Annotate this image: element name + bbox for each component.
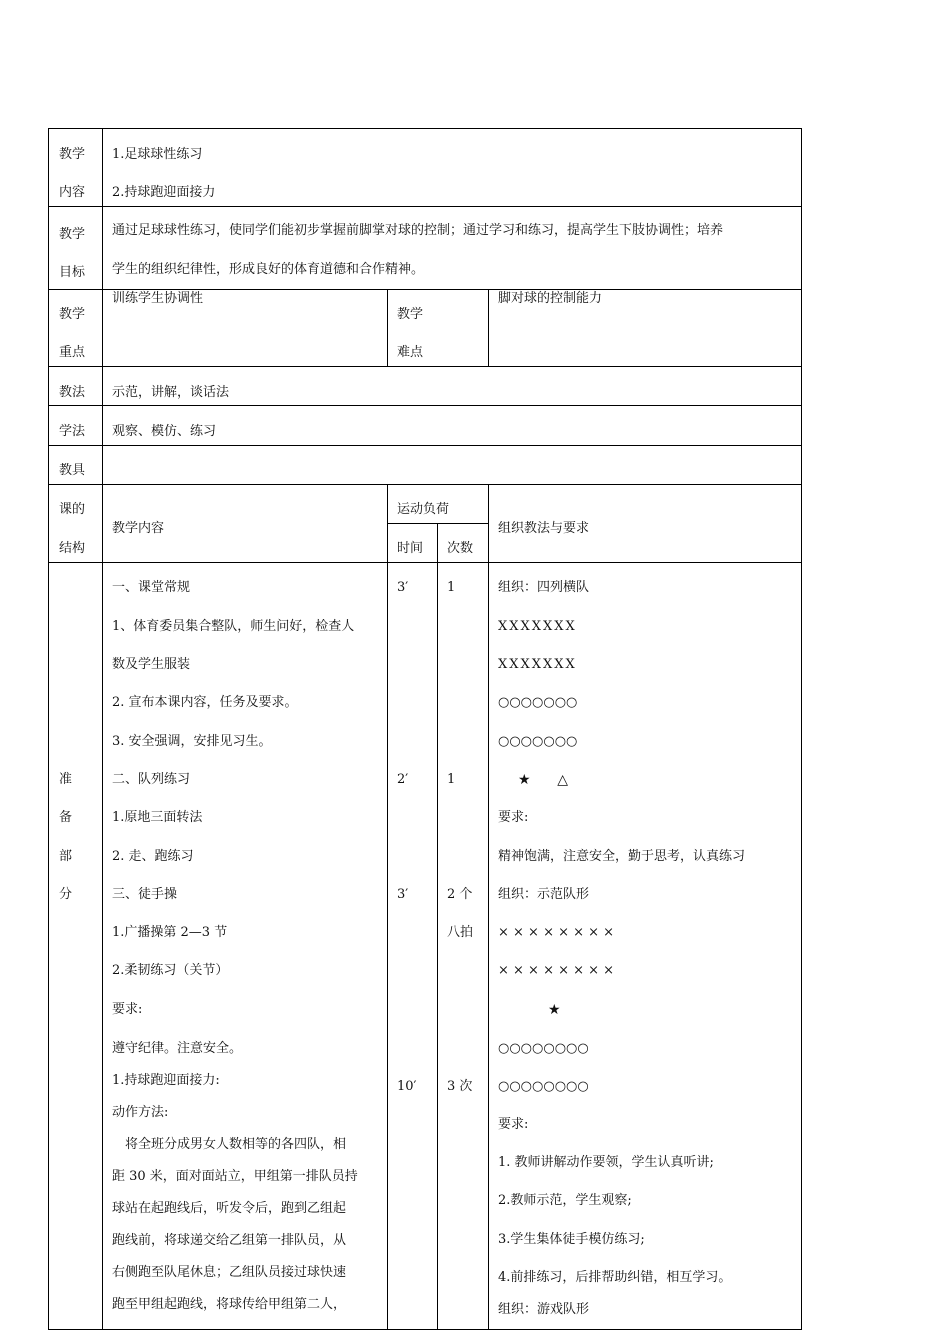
column-divider <box>488 484 489 1330</box>
row-label-key: 教学 <box>59 307 86 322</box>
column-divider <box>488 289 489 367</box>
org-line: 4.前排练习，后排帮助纠错，相互学习。 <box>498 1270 732 1285</box>
prep-content-line: 球站在起跑线后，听发令后，跑到乙组起 <box>112 1201 347 1216</box>
row-label-learn: 学法 <box>59 424 86 439</box>
row-divider <box>48 484 802 485</box>
row-label-equipment: 教具 <box>59 463 86 478</box>
count-value: 2 个 <box>447 887 473 902</box>
org-line: 1. 教师讲解动作要领，学生认真听讲; <box>498 1155 714 1170</box>
row-divider <box>48 289 802 290</box>
count-value: 3 次 <box>447 1079 473 1094</box>
header-time: 时间 <box>397 541 424 556</box>
table-border-top <box>48 128 802 129</box>
org-line: 要求: <box>498 1117 529 1132</box>
formation-row: ○○○○○○○○ <box>498 1079 589 1094</box>
prep-content-line: 1.广播操第 2—3 节 <box>112 925 228 940</box>
time-value: 3′ <box>397 580 409 595</box>
prep-content-line: 1.原地三面转法 <box>112 810 203 825</box>
count-value: 1 <box>447 580 456 595</box>
count-value: 1 <box>447 772 456 787</box>
prep-content-line: 将全班分成男女人数相等的各四队，相 <box>112 1137 347 1152</box>
prep-content-line: 1、体育委员集合整队，师生问好，检查人 <box>112 619 355 634</box>
org-line: 组织：游戏队形 <box>498 1302 590 1317</box>
section-label: 备 <box>59 810 73 825</box>
prep-content-line: 3. 安全强调，安排见习生。 <box>112 734 272 749</box>
prep-content-line: 跑至甲组起跑线，将球传给甲组第二人， <box>112 1297 347 1312</box>
row-label-goal: 教学 <box>59 227 86 242</box>
learn-value: 观察、模仿、练习 <box>112 424 217 439</box>
table-border-left <box>48 128 49 1330</box>
formation-row: XXXXXXX <box>498 619 577 634</box>
formation-row: × × × × × × × × <box>498 925 615 940</box>
column-divider <box>387 484 388 1330</box>
row-label-goal: 目标 <box>59 265 86 280</box>
row-label-method: 教法 <box>59 385 86 400</box>
prep-content-line: 动作方法: <box>112 1105 169 1120</box>
row-divider <box>48 366 802 367</box>
difficulty-label: 教学 <box>397 307 424 322</box>
row-label-key: 重点 <box>59 345 86 360</box>
count-value: 八拍 <box>447 925 474 940</box>
prep-content-line: 2. 走、跑练习 <box>112 849 194 864</box>
prep-content-line: 一、课堂常规 <box>112 580 191 595</box>
time-value: 2′ <box>397 772 409 787</box>
header-organization: 组织教法与要求 <box>498 521 590 536</box>
prep-content-line: 2. 宣布本课内容，任务及要求。 <box>112 695 298 710</box>
formation-row: ○○○○○○○ <box>498 734 578 749</box>
org-line: 要求: <box>498 810 529 825</box>
teacher-position-icon: ★ △ <box>518 772 569 788</box>
method-value: 示范，讲解，谈话法 <box>112 385 230 400</box>
row-label-content: 内容 <box>59 185 86 200</box>
teacher-star-icon: ★ <box>548 1002 561 1018</box>
row-divider <box>48 445 802 446</box>
goal-line: 通过足球球性练习，使同学们能初步掌握前脚掌对球的控制；通过学习和练习，提高学生下肢协调性；培养 <box>112 223 724 238</box>
formation-row: XXXXXXX <box>498 657 577 672</box>
content-line: 1.足球球性练习 <box>112 147 203 162</box>
label-column-divider <box>102 128 103 1330</box>
prep-content-line: 1.持球跑迎面接力: <box>112 1073 220 1088</box>
formation-row: ○○○○○○○○ <box>498 1041 589 1056</box>
prep-content-line: 要求: <box>112 1002 143 1017</box>
org-line: 3.学生集体徒手模仿练习; <box>498 1232 645 1247</box>
org-line: 2.教师示范，学生观察; <box>498 1193 632 1208</box>
prep-content-line: 2.柔韧练习（关节） <box>112 963 229 978</box>
row-divider <box>48 405 802 406</box>
prep-content-line: 二、队列练习 <box>112 772 191 787</box>
section-label: 准 <box>59 772 73 787</box>
org-line: 组织：四列横队 <box>498 580 590 595</box>
difficulty-label: 难点 <box>397 345 424 360</box>
row-divider <box>48 206 802 207</box>
header-exercise-load: 运动负荷 <box>397 502 450 517</box>
row-label-content: 教学 <box>59 147 86 162</box>
header-count: 次数 <box>447 541 474 556</box>
column-divider <box>387 289 388 367</box>
content-line: 2.持球跑迎面接力 <box>112 185 216 200</box>
prep-content-line: 距 30 米，面对面站立，甲组第一排队员持 <box>112 1169 358 1184</box>
org-line: 组织：示范队形 <box>498 887 590 902</box>
time-value: 3′ <box>397 887 409 902</box>
prep-content-line: 右侧跑至队尾休息；乙组队员接过球快速 <box>112 1265 347 1280</box>
section-label: 部 <box>59 849 73 864</box>
formation-row: × × × × × × × × <box>498 963 615 978</box>
header-teaching-content: 教学内容 <box>112 521 165 536</box>
time-value: 10′ <box>397 1079 417 1094</box>
structure-header-label: 课的 <box>59 502 86 517</box>
key-point-value: 训练学生协调性 <box>112 291 204 306</box>
prep-content-line: 数及学生服装 <box>112 657 191 672</box>
prep-content-line: 跑线前，将球递交给乙组第一排队员，从 <box>112 1233 347 1248</box>
section-label: 分 <box>59 887 73 902</box>
column-divider <box>437 523 438 1330</box>
structure-header-label: 结构 <box>59 541 86 556</box>
org-line: 精神饱满，注意安全，勤于思考，认真练习 <box>498 849 746 864</box>
prep-content-line: 三、徒手操 <box>112 887 178 902</box>
difficulty-value: 脚对球的控制能力 <box>498 291 603 306</box>
prep-content-line: 遵守纪律。注意安全。 <box>112 1041 243 1056</box>
table-border-bottom <box>48 1329 802 1330</box>
goal-line: 学生的组织纪律性，形成良好的体育道德和合作精神。 <box>112 262 425 277</box>
table-border-right <box>801 128 802 1330</box>
row-divider <box>48 562 802 563</box>
formation-row: ○○○○○○○ <box>498 695 578 710</box>
